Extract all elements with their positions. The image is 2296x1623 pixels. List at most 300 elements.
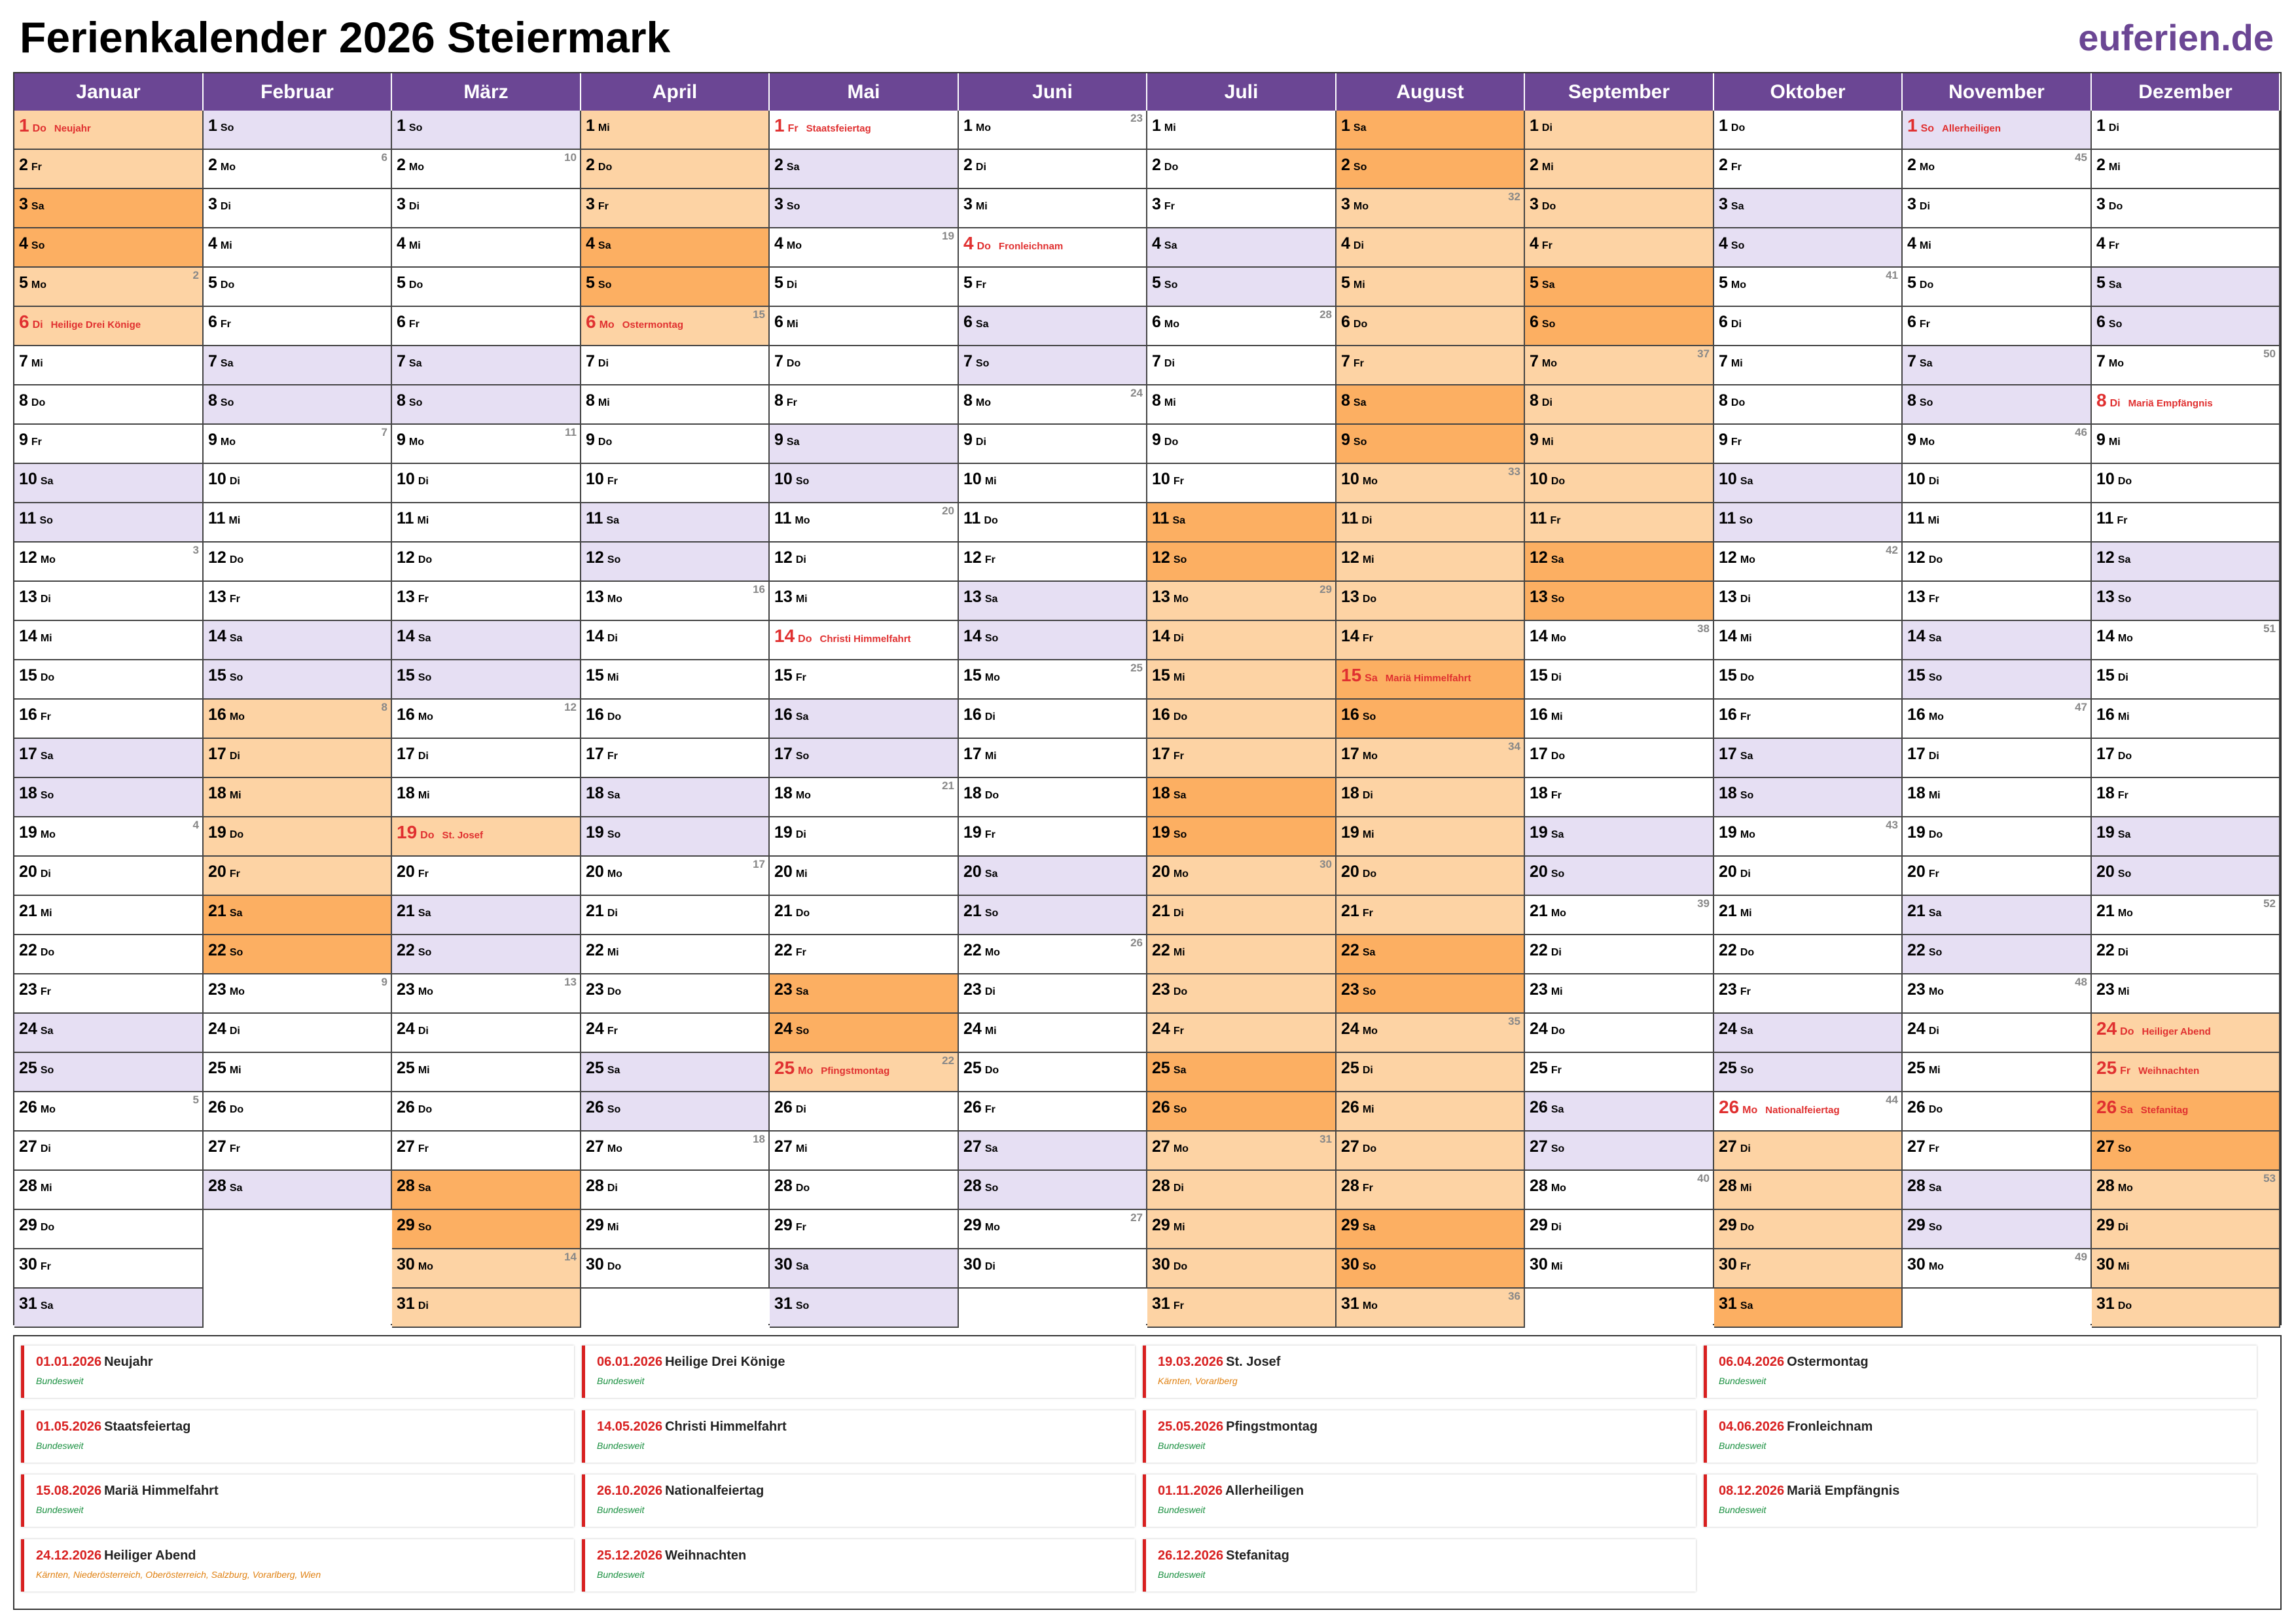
day-cell[interactable]	[1903, 582, 2092, 621]
day-cell[interactable]	[1336, 582, 1525, 621]
day-cell[interactable]	[2092, 268, 2280, 307]
day-cell[interactable]	[581, 228, 770, 268]
day-cell[interactable]	[1714, 150, 1903, 189]
day-cell[interactable]	[1714, 268, 1903, 307]
day-cell[interactable]	[1525, 1132, 1714, 1171]
day-cell[interactable]	[14, 1171, 204, 1210]
day-cell[interactable]	[14, 346, 204, 385]
day-cell[interactable]	[2092, 111, 2280, 150]
day-cell[interactable]	[1147, 268, 1336, 307]
day-cell[interactable]	[392, 425, 581, 464]
day-cell[interactable]	[1525, 1053, 1714, 1092]
day-cell[interactable]	[2092, 1053, 2280, 1092]
day-cell[interactable]	[14, 503, 204, 543]
day-cell[interactable]	[770, 935, 959, 974]
day-cell[interactable]	[1903, 346, 2092, 385]
day-cell[interactable]	[1336, 1249, 1525, 1289]
day-cell[interactable]	[1903, 660, 2092, 700]
day-cell[interactable]	[1336, 621, 1525, 660]
day-cell[interactable]	[1903, 385, 2092, 425]
day-cell[interactable]	[1336, 464, 1525, 503]
day-cell[interactable]	[1336, 425, 1525, 464]
day-cell[interactable]	[1714, 817, 1903, 857]
day-cell[interactable]	[770, 896, 959, 935]
day-cell[interactable]	[392, 857, 581, 896]
day-cell[interactable]	[1336, 307, 1525, 346]
day-cell[interactable]	[959, 778, 1147, 817]
day-cell[interactable]	[204, 857, 392, 896]
day-cell[interactable]	[1525, 1249, 1714, 1289]
day-cell[interactable]	[1336, 503, 1525, 543]
day-cell[interactable]	[204, 346, 392, 385]
day-cell[interactable]	[1903, 268, 2092, 307]
day-cell[interactable]	[1903, 739, 2092, 778]
day-cell[interactable]	[1147, 150, 1336, 189]
day-cell[interactable]	[14, 857, 204, 896]
day-cell[interactable]	[1147, 425, 1336, 464]
day-cell[interactable]	[204, 150, 392, 189]
day-cell[interactable]	[1903, 425, 2092, 464]
day-cell[interactable]	[1714, 700, 1903, 739]
day-cell[interactable]	[1525, 621, 1714, 660]
day-cell[interactable]	[14, 1053, 204, 1092]
day-cell[interactable]	[2092, 425, 2280, 464]
day-cell[interactable]	[959, 817, 1147, 857]
day-cell[interactable]	[959, 346, 1147, 385]
day-cell[interactable]	[959, 1210, 1147, 1249]
day-cell[interactable]	[581, 660, 770, 700]
day-cell[interactable]	[959, 896, 1147, 935]
day-cell[interactable]	[1714, 935, 1903, 974]
day-cell[interactable]	[2092, 150, 2280, 189]
day-cell[interactable]	[14, 307, 204, 346]
day-cell[interactable]	[14, 425, 204, 464]
day-cell[interactable]	[1147, 1132, 1336, 1171]
day-cell[interactable]	[392, 268, 581, 307]
day-cell[interactable]	[1336, 700, 1525, 739]
day-cell[interactable]	[392, 660, 581, 700]
day-cell[interactable]	[392, 111, 581, 150]
day-cell[interactable]	[204, 464, 392, 503]
day-cell[interactable]	[770, 621, 959, 660]
day-cell[interactable]	[1714, 385, 1903, 425]
day-cell[interactable]	[204, 1014, 392, 1053]
day-cell[interactable]	[1525, 1210, 1714, 1249]
day-cell[interactable]	[204, 621, 392, 660]
day-cell[interactable]	[1714, 857, 1903, 896]
day-cell[interactable]	[1336, 1171, 1525, 1210]
day-cell[interactable]	[1903, 228, 2092, 268]
day-cell[interactable]	[2092, 778, 2280, 817]
day-cell[interactable]	[204, 228, 392, 268]
day-cell[interactable]	[1525, 1092, 1714, 1132]
day-cell[interactable]	[1525, 896, 1714, 935]
day-cell[interactable]	[204, 1171, 392, 1210]
day-cell[interactable]	[581, 582, 770, 621]
day-cell[interactable]	[1903, 1210, 2092, 1249]
day-cell[interactable]	[770, 1171, 959, 1210]
day-cell[interactable]	[2092, 464, 2280, 503]
day-cell[interactable]	[581, 857, 770, 896]
day-cell[interactable]	[1525, 464, 1714, 503]
day-cell[interactable]	[14, 974, 204, 1014]
day-cell[interactable]	[1525, 935, 1714, 974]
day-cell[interactable]	[581, 307, 770, 346]
day-cell[interactable]	[770, 974, 959, 1014]
day-cell[interactable]	[1525, 582, 1714, 621]
day-cell[interactable]	[1336, 1289, 1525, 1328]
day-cell[interactable]	[1903, 150, 2092, 189]
day-cell[interactable]	[14, 660, 204, 700]
day-cell[interactable]	[1147, 817, 1336, 857]
day-cell[interactable]	[1147, 896, 1336, 935]
day-cell[interactable]	[1525, 857, 1714, 896]
day-cell[interactable]	[392, 974, 581, 1014]
day-cell[interactable]	[1147, 111, 1336, 150]
brand-logo[interactable]: euferien.de	[2078, 17, 2274, 58]
day-cell[interactable]	[1903, 974, 2092, 1014]
day-cell[interactable]	[1903, 1053, 2092, 1092]
day-cell[interactable]	[770, 582, 959, 621]
day-cell[interactable]	[581, 385, 770, 425]
day-cell[interactable]	[392, 1249, 581, 1289]
day-cell[interactable]	[1336, 974, 1525, 1014]
day-cell[interactable]	[770, 228, 959, 268]
day-cell[interactable]	[1336, 189, 1525, 228]
day-cell[interactable]	[959, 660, 1147, 700]
day-cell[interactable]	[581, 464, 770, 503]
day-cell[interactable]	[770, 1210, 959, 1249]
day-cell[interactable]	[2092, 503, 2280, 543]
day-cell[interactable]	[392, 778, 581, 817]
day-cell[interactable]	[1714, 896, 1903, 935]
day-cell[interactable]	[581, 1092, 770, 1132]
day-cell[interactable]	[581, 268, 770, 307]
day-cell[interactable]	[1147, 543, 1336, 582]
day-cell[interactable]	[1147, 464, 1336, 503]
day-cell[interactable]	[392, 700, 581, 739]
day-cell[interactable]	[1336, 1210, 1525, 1249]
day-cell[interactable]	[1525, 268, 1714, 307]
day-cell[interactable]	[1903, 464, 2092, 503]
day-cell[interactable]	[581, 111, 770, 150]
day-cell[interactable]	[14, 739, 204, 778]
day-cell[interactable]	[1336, 660, 1525, 700]
day-cell[interactable]	[204, 660, 392, 700]
day-cell[interactable]	[1714, 1014, 1903, 1053]
day-cell[interactable]	[581, 150, 770, 189]
day-cell[interactable]	[581, 543, 770, 582]
day-cell[interactable]	[2092, 1014, 2280, 1053]
day-cell[interactable]	[1714, 111, 1903, 150]
day-cell[interactable]	[1147, 582, 1336, 621]
day-cell[interactable]	[1336, 896, 1525, 935]
day-cell[interactable]	[1714, 1210, 1903, 1249]
day-cell[interactable]	[959, 621, 1147, 660]
day-cell[interactable]	[1525, 189, 1714, 228]
day-cell[interactable]	[2092, 1210, 2280, 1249]
day-cell[interactable]	[1147, 307, 1336, 346]
day-cell[interactable]	[770, 307, 959, 346]
day-cell[interactable]	[1147, 228, 1336, 268]
day-cell[interactable]	[959, 1249, 1147, 1289]
day-cell[interactable]	[1336, 228, 1525, 268]
day-cell[interactable]	[1147, 1171, 1336, 1210]
day-cell[interactable]	[1903, 935, 2092, 974]
day-cell[interactable]	[959, 503, 1147, 543]
day-cell[interactable]	[392, 739, 581, 778]
day-cell[interactable]	[581, 739, 770, 778]
day-cell[interactable]	[581, 1132, 770, 1171]
day-cell[interactable]	[581, 935, 770, 974]
day-cell[interactable]	[1336, 857, 1525, 896]
day-cell[interactable]	[581, 817, 770, 857]
day-cell[interactable]	[1903, 857, 2092, 896]
day-cell[interactable]	[2092, 700, 2280, 739]
day-cell[interactable]	[204, 582, 392, 621]
day-cell[interactable]	[204, 543, 392, 582]
day-cell[interactable]	[770, 739, 959, 778]
day-cell[interactable]	[2092, 385, 2280, 425]
day-cell[interactable]	[959, 111, 1147, 150]
day-cell[interactable]	[1903, 896, 2092, 935]
day-cell[interactable]	[2092, 307, 2280, 346]
day-cell[interactable]	[959, 1171, 1147, 1210]
day-cell[interactable]	[1714, 1171, 1903, 1210]
day-cell[interactable]	[770, 1014, 959, 1053]
day-cell[interactable]	[1714, 778, 1903, 817]
day-cell[interactable]	[1714, 621, 1903, 660]
day-cell[interactable]	[581, 346, 770, 385]
day-cell[interactable]	[1336, 778, 1525, 817]
day-cell[interactable]	[1525, 111, 1714, 150]
day-cell[interactable]	[1714, 1092, 1903, 1132]
day-cell[interactable]	[1336, 817, 1525, 857]
day-cell[interactable]	[1714, 974, 1903, 1014]
day-cell[interactable]	[204, 974, 392, 1014]
day-cell[interactable]	[581, 778, 770, 817]
day-cell[interactable]	[770, 111, 959, 150]
day-cell[interactable]	[581, 1014, 770, 1053]
day-cell[interactable]	[204, 425, 392, 464]
day-cell[interactable]	[959, 543, 1147, 582]
day-cell[interactable]	[581, 189, 770, 228]
day-cell[interactable]	[14, 935, 204, 974]
day-cell[interactable]	[581, 425, 770, 464]
day-cell[interactable]	[2092, 1092, 2280, 1132]
day-cell[interactable]	[770, 1053, 959, 1092]
day-cell[interactable]	[1525, 503, 1714, 543]
day-cell[interactable]	[2092, 1132, 2280, 1171]
day-cell[interactable]	[14, 1014, 204, 1053]
day-cell[interactable]	[14, 228, 204, 268]
day-cell[interactable]	[1336, 268, 1525, 307]
day-cell[interactable]	[392, 1053, 581, 1092]
day-cell[interactable]	[392, 228, 581, 268]
day-cell[interactable]	[204, 739, 392, 778]
day-cell[interactable]	[204, 1132, 392, 1171]
day-cell[interactable]	[1336, 739, 1525, 778]
day-cell[interactable]	[959, 307, 1147, 346]
day-cell[interactable]	[14, 111, 204, 150]
day-cell[interactable]	[959, 739, 1147, 778]
day-cell[interactable]	[392, 817, 581, 857]
day-cell[interactable]	[14, 189, 204, 228]
day-cell[interactable]	[770, 1289, 959, 1328]
day-cell[interactable]	[770, 1249, 959, 1289]
day-cell[interactable]	[959, 228, 1147, 268]
day-cell[interactable]	[1147, 621, 1336, 660]
day-cell[interactable]	[1147, 1249, 1336, 1289]
day-cell[interactable]	[1336, 385, 1525, 425]
day-cell[interactable]	[1525, 425, 1714, 464]
day-cell[interactable]	[204, 111, 392, 150]
day-cell[interactable]	[770, 346, 959, 385]
day-cell[interactable]	[1336, 935, 1525, 974]
day-cell[interactable]	[392, 1289, 581, 1328]
day-cell[interactable]	[204, 385, 392, 425]
day-cell[interactable]	[1336, 346, 1525, 385]
day-cell[interactable]	[1147, 778, 1336, 817]
day-cell[interactable]	[959, 1092, 1147, 1132]
day-cell[interactable]	[1525, 739, 1714, 778]
day-cell[interactable]	[1903, 503, 2092, 543]
day-cell[interactable]	[392, 385, 581, 425]
day-cell[interactable]	[204, 700, 392, 739]
day-cell[interactable]	[1147, 346, 1336, 385]
day-cell[interactable]	[1903, 1132, 2092, 1171]
day-cell[interactable]	[1525, 778, 1714, 817]
day-cell[interactable]	[770, 1092, 959, 1132]
day-cell[interactable]	[959, 268, 1147, 307]
day-cell[interactable]	[1714, 660, 1903, 700]
day-cell[interactable]	[959, 464, 1147, 503]
day-cell[interactable]	[1714, 1053, 1903, 1092]
day-cell[interactable]	[1147, 857, 1336, 896]
day-cell[interactable]	[14, 1249, 204, 1289]
day-cell[interactable]	[581, 1171, 770, 1210]
day-cell[interactable]	[2092, 1249, 2280, 1289]
day-cell[interactable]	[14, 1289, 204, 1328]
day-cell[interactable]	[1336, 150, 1525, 189]
day-cell[interactable]	[1714, 464, 1903, 503]
day-cell[interactable]	[2092, 935, 2280, 974]
day-cell[interactable]	[581, 1053, 770, 1092]
day-cell[interactable]	[2092, 817, 2280, 857]
day-cell[interactable]	[392, 1132, 581, 1171]
day-cell[interactable]	[959, 1132, 1147, 1171]
day-cell[interactable]	[14, 268, 204, 307]
day-cell[interactable]	[2092, 1289, 2280, 1328]
day-cell[interactable]	[1147, 660, 1336, 700]
day-cell[interactable]	[392, 1092, 581, 1132]
day-cell[interactable]	[1147, 1014, 1336, 1053]
day-cell[interactable]	[770, 778, 959, 817]
day-cell[interactable]	[14, 817, 204, 857]
day-cell[interactable]	[1147, 700, 1336, 739]
day-cell[interactable]	[14, 621, 204, 660]
day-cell[interactable]	[581, 700, 770, 739]
day-cell[interactable]	[1147, 935, 1336, 974]
day-cell[interactable]	[2092, 739, 2280, 778]
day-cell[interactable]	[2092, 1171, 2280, 1210]
day-cell[interactable]	[1714, 543, 1903, 582]
day-cell[interactable]	[204, 268, 392, 307]
day-cell[interactable]	[2092, 543, 2280, 582]
day-cell[interactable]	[1714, 1249, 1903, 1289]
day-cell[interactable]	[1903, 543, 2092, 582]
day-cell[interactable]	[581, 896, 770, 935]
day-cell[interactable]	[1147, 385, 1336, 425]
day-cell[interactable]	[959, 935, 1147, 974]
day-cell[interactable]	[14, 1210, 204, 1249]
day-cell[interactable]	[392, 1171, 581, 1210]
day-cell[interactable]	[581, 621, 770, 660]
day-cell[interactable]	[1525, 1014, 1714, 1053]
day-cell[interactable]	[2092, 896, 2280, 935]
day-cell[interactable]	[1336, 1053, 1525, 1092]
day-cell[interactable]	[1903, 1171, 2092, 1210]
day-cell[interactable]	[770, 425, 959, 464]
day-cell[interactable]	[1525, 228, 1714, 268]
day-cell[interactable]	[1147, 1210, 1336, 1249]
day-cell[interactable]	[1714, 582, 1903, 621]
day-cell[interactable]	[959, 974, 1147, 1014]
day-cell[interactable]	[959, 189, 1147, 228]
day-cell[interactable]	[392, 150, 581, 189]
day-cell[interactable]	[14, 778, 204, 817]
day-cell[interactable]	[959, 700, 1147, 739]
day-cell[interactable]	[770, 385, 959, 425]
day-cell[interactable]	[581, 1210, 770, 1249]
day-cell[interactable]	[1903, 1092, 2092, 1132]
day-cell[interactable]	[2092, 582, 2280, 621]
day-cell[interactable]	[392, 1014, 581, 1053]
day-cell[interactable]	[1903, 817, 2092, 857]
day-cell[interactable]	[959, 385, 1147, 425]
day-cell[interactable]	[770, 150, 959, 189]
day-cell[interactable]	[1525, 150, 1714, 189]
day-cell[interactable]	[2092, 660, 2280, 700]
day-cell[interactable]	[1147, 1053, 1336, 1092]
day-cell[interactable]	[1336, 1092, 1525, 1132]
day-cell[interactable]	[770, 857, 959, 896]
day-cell[interactable]	[14, 385, 204, 425]
day-cell[interactable]	[1336, 1132, 1525, 1171]
day-cell[interactable]	[204, 503, 392, 543]
day-cell[interactable]	[204, 307, 392, 346]
day-cell[interactable]	[770, 503, 959, 543]
day-cell[interactable]	[1147, 503, 1336, 543]
day-cell[interactable]	[1525, 346, 1714, 385]
day-cell[interactable]	[1714, 307, 1903, 346]
day-cell[interactable]	[770, 1132, 959, 1171]
day-cell[interactable]	[2092, 857, 2280, 896]
day-cell[interactable]	[392, 582, 581, 621]
day-cell[interactable]	[1903, 1014, 2092, 1053]
day-cell[interactable]	[2092, 974, 2280, 1014]
day-cell[interactable]	[770, 268, 959, 307]
day-cell[interactable]	[1714, 1289, 1903, 1328]
day-cell[interactable]	[1147, 1092, 1336, 1132]
day-cell[interactable]	[1525, 1171, 1714, 1210]
day-cell[interactable]	[1336, 543, 1525, 582]
day-cell[interactable]	[1714, 425, 1903, 464]
day-cell[interactable]	[1714, 503, 1903, 543]
day-cell[interactable]	[1714, 739, 1903, 778]
day-cell[interactable]	[2092, 228, 2280, 268]
day-cell[interactable]	[959, 425, 1147, 464]
